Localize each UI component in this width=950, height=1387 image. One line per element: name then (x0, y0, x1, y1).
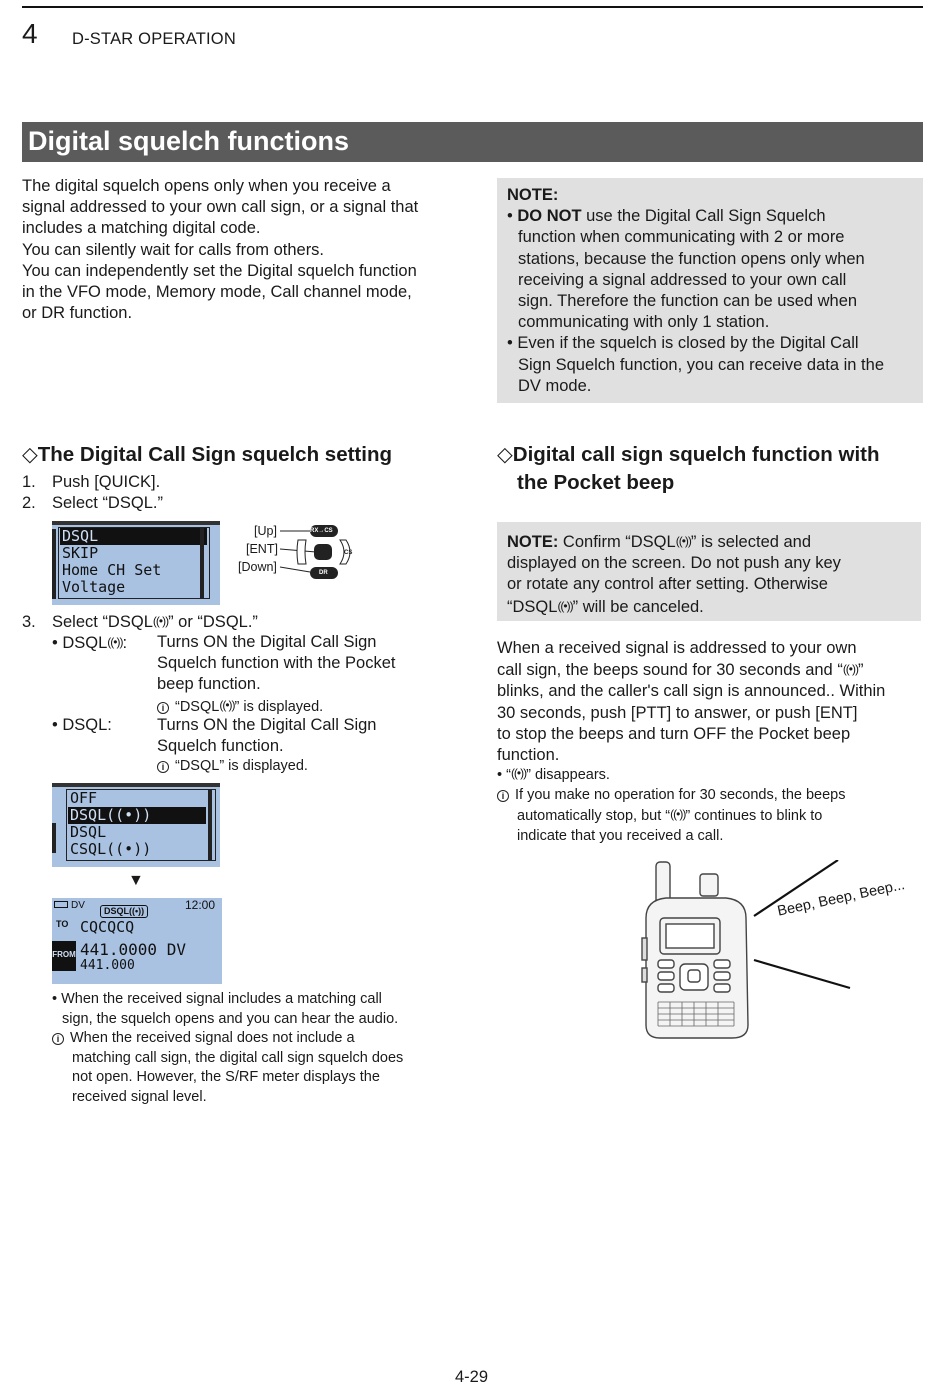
note-bullet: • Even if the squelch is closed by the Digital Call (507, 334, 859, 353)
para-text: call sign, the beeps sound for 30 seconds and “ (497, 661, 843, 680)
menu-item: Home CH Set (62, 561, 162, 579)
info-text: ” is displayed. (234, 698, 324, 715)
battery-icon (54, 901, 68, 908)
intro-line: You can independently set the Digital squelch function (22, 261, 417, 280)
pocket-beep-icon: ((•)) (675, 534, 691, 548)
note-line (507, 531, 921, 553)
info-line: indicate that you received a call. (517, 827, 724, 844)
pocket-beep-icon: ((•)) (842, 662, 858, 677)
step-1 (22, 472, 160, 493)
note-line: stations, because the function opens only when (518, 249, 865, 268)
beep-text: Beep, Beep, Beep... (776, 877, 907, 920)
note-line: function when communicating with 2 or more (518, 228, 845, 247)
info-line (52, 1029, 452, 1049)
bullet-line (497, 764, 923, 786)
option-label: • DSQL: (52, 716, 112, 734)
option-info (157, 757, 457, 777)
chapter-number: 4 (22, 18, 38, 49)
step-text: Select “DSQL.” (52, 494, 163, 512)
handheld-radio-icon (642, 862, 748, 1038)
note-line (507, 596, 921, 618)
note-line: or rotate any control after setting. Otherwise (507, 575, 828, 594)
info-line: matching call sign, the digital call sign squelch does (72, 1049, 404, 1066)
pocket-beep-icon: ((•)) (557, 598, 573, 613)
screen-topbar (52, 783, 220, 787)
key-cap-dr: DR (319, 570, 328, 576)
info-text: ” continues to blink to (685, 808, 823, 824)
dsql-badge: DSQL((•)) (100, 905, 148, 918)
key-label-ent: [ENT] (246, 542, 278, 556)
note-line: DV mode. (518, 376, 592, 395)
chapter-title: D-STAR OPERATION (72, 30, 236, 48)
note-line: receiving a signal addressed to your own call (518, 270, 847, 289)
header-rule (22, 6, 923, 8)
info-text: “DSQL” is displayed. (175, 758, 308, 775)
left-heading (22, 441, 392, 469)
key-cap-cs: CS (344, 550, 353, 556)
note-line: Sign Squelch function, you can receive data in the (518, 355, 884, 374)
mode-text: DV (71, 900, 85, 911)
dsql-menu-screen (52, 783, 220, 867)
para-text: ” (858, 661, 864, 680)
mode-indicator (54, 900, 85, 911)
bullet-continuation: sign, the squelch opens and you can hear the audio. (62, 1010, 399, 1027)
sound-line (754, 960, 850, 988)
note-line: sign. Therefore the function can be used when (518, 292, 858, 311)
step-number: 2. (22, 494, 36, 512)
menu-item: SKIP (62, 544, 99, 562)
step-text: Push [QUICK]. (52, 473, 161, 491)
heading-text: The Digital Call Sign squelch setting (37, 443, 393, 466)
note-label: NOTE: (507, 186, 559, 204)
right-notes (497, 764, 923, 846)
option-desc (157, 632, 457, 717)
option-line: Turns ON the Digital Call Sign (157, 633, 377, 651)
note-emphasis: DO NOT (517, 207, 582, 226)
note-text: “DSQL (507, 597, 558, 616)
note-box (497, 178, 923, 403)
diamond-icon: ◇ (22, 443, 38, 466)
left-bottom-notes (52, 990, 452, 1107)
pocket-beep-icon: ((•)) (107, 635, 123, 649)
note-line: communicating with only 1 station. (518, 313, 770, 332)
menu-item: DSQL (70, 823, 107, 841)
pocket-beep-icon: ((•)) (152, 614, 169, 628)
note-continuation (507, 227, 923, 333)
clock: 12:00 (185, 898, 216, 912)
intro-line: signal addressed to your own call sign, or a signal that (22, 198, 419, 217)
main-display-screen (52, 898, 222, 984)
info-text: If you make no operation for 30 seconds, the beeps (515, 786, 846, 803)
step-3 (22, 611, 258, 633)
option-desc (157, 715, 457, 777)
note-text: use the Digital Call Sign Squelch (581, 207, 826, 226)
option-line: beep function. (157, 675, 261, 694)
info-continuation (52, 1049, 452, 1108)
step-text: ” or “DSQL.” (168, 613, 258, 631)
key-label-up: [Up] (254, 524, 277, 538)
page-number: 4-29 (455, 1368, 489, 1386)
intro-line: includes a matching digital code. (22, 219, 261, 238)
key-diagram (232, 522, 362, 584)
down-arrow: ▼ (128, 872, 144, 889)
note-box (497, 522, 921, 621)
intro-line: in the VFO mode, Memory mode, Call channel mode, (22, 283, 412, 302)
info-text: When the received signal does not include a (70, 1030, 355, 1046)
option-line: Turns ON the Digital Call Sign (157, 716, 377, 734)
info-line (497, 805, 923, 827)
para-line: to stop the beeps and turn OFF the Pocket beep (497, 724, 851, 743)
menu-item: Voltage (62, 578, 126, 596)
menu-item-selected: DSQL (60, 528, 207, 545)
scroll-marker (52, 823, 56, 853)
para-line (497, 659, 923, 681)
step-number: 3. (22, 613, 36, 631)
info-text: “DSQL (175, 698, 220, 715)
bullet-text: ” disappears. (526, 767, 610, 783)
info-line: not open. However, the S/RF meter displays the (72, 1069, 380, 1085)
scroll-marker (52, 529, 56, 599)
option-info (157, 696, 457, 718)
pocket-beep-icon: ((•)) (670, 807, 686, 821)
key-label-down: [Down] (238, 560, 277, 574)
pocket-beep-icon: ((•)) (510, 766, 527, 780)
option-line: Squelch function with the Pocket (157, 654, 396, 673)
option-label-text: : (122, 634, 128, 652)
intro-line: You can silently wait for calls from others. (22, 240, 325, 259)
intro-line: The digital squelch opens only when you receive a (22, 177, 391, 195)
right-heading (497, 441, 923, 497)
section-banner: Digital squelch functions (22, 122, 923, 162)
frequency-main: 441.0000 DV (80, 940, 186, 959)
menu-item: CSQL((•)) (70, 840, 152, 858)
step-text: Select “DSQL (52, 613, 153, 631)
key-cap-rxcs: RX→CS (310, 528, 333, 534)
intro-line: or DR function. (22, 304, 133, 323)
to-label: TO (56, 919, 69, 929)
from-label: FROM (52, 941, 76, 971)
step-2 (22, 493, 163, 514)
info-text: automatically stop, but “ (517, 808, 671, 824)
option-line: Squelch function. (157, 737, 284, 756)
info-line: received signal level. (72, 1088, 207, 1105)
to-callsign: CQCQCQ (80, 918, 135, 936)
quick-menu-screen (52, 521, 220, 605)
para-line: When a received signal is addressed to your own (497, 639, 857, 657)
right-paragraph (497, 638, 923, 766)
info-line (497, 786, 923, 806)
bullet-line: • When the received signal includes a matching call (52, 991, 382, 1007)
note-label: NOTE: (507, 533, 559, 551)
info-icon: i (157, 702, 169, 714)
note-text: ” will be canceled. (572, 597, 704, 616)
para-line: function. (497, 746, 560, 765)
bullet-text: • “ (497, 767, 511, 783)
option-label (52, 632, 127, 654)
menu-item: OFF (70, 789, 98, 807)
note-bullet: • DO NOT use the Digital Call Sign Squelch (507, 207, 826, 226)
para-line: 30 seconds, push [PTT] to answer, or push [ENT] (497, 703, 858, 722)
pocket-beep-icon: ((•)) (219, 697, 235, 712)
menu-scrollbar (208, 789, 212, 861)
note-text: ” is selected and (690, 533, 812, 551)
heading-text: the Pocket beep (517, 471, 675, 494)
note-line: displayed on the screen. Do not push any key (507, 554, 841, 573)
note-text: Even if the squelch is closed by the Digital Call (517, 334, 859, 353)
note-text: Confirm “DSQL (558, 533, 676, 551)
info-icon: i (52, 1033, 64, 1045)
diamond-icon: ◇ (497, 443, 513, 466)
heading-line (497, 441, 923, 469)
step-number: 1. (22, 473, 36, 491)
option-label-text: • DSQL (52, 634, 108, 652)
menu-item-selected: DSQL((•)) (68, 807, 206, 824)
note-continuation (507, 355, 923, 397)
para-line: blinks, and the caller's call sign is announced.. Within (497, 682, 886, 701)
info-icon: i (497, 790, 509, 802)
frequency-sub: 441.000 (80, 958, 135, 973)
screen-topbar (52, 521, 220, 525)
menu-scrollbar (200, 527, 204, 599)
info-icon: i (157, 761, 169, 773)
intro-paragraph (22, 176, 462, 324)
heading-text: Digital call sign squelch function with (512, 443, 880, 466)
